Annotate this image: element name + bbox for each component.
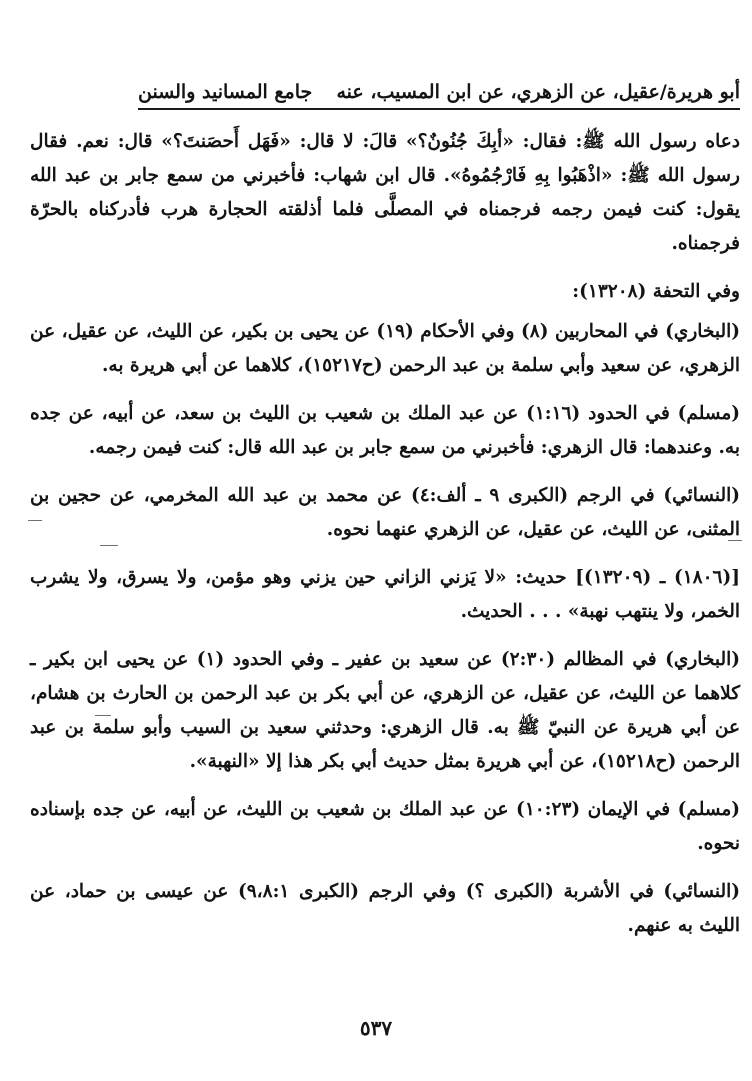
paragraph: دعاه رسول الله ﷺ: فقال: «أبِكَ جُنُونٌ؟» قالَ: لا قال: «فَهَل أَحصَنتَ؟» قال: نعم. فقال رسول الله ﷺ: «اذْهَبُوا بِهِ فَارْجُمُوهُ». قال ابن شهاب: فأخبرني من سمع جابر بن عبد الله يقول: كنت فيمن رجمه فرجمناه في المصلَّى فلما أذلقته الحجارة هرب فأدركناه بالحرّة فرجمناه. (30, 131, 740, 254)
paragraph: وفي التحفة (١٣٢٠٨): (572, 281, 740, 302)
paragraph: (مسلم) في الإيمان (١٠:٢٣) عن عبد الملك بن شعيب بن الليث، عن أبيه، عن جده بإسناده نحوه. (30, 799, 740, 854)
header-book-title: جامع المسانيد والسنن (138, 81, 313, 103)
page-body (30, 125, 740, 957)
page-number: ٥٣٧ (359, 1016, 393, 1040)
paragraph: (البخاري) في المظالم (٢:٣٠) عن سعيد بن عفير ـ وفي الحدود (١) عن يحيى ابن بكير ـ كلاهما عن الليث، عن عقيل، عن الزهري، عن أبي بكر بن عبد الرحمن بن الحارث بن هشام، عن أبي هريرة عن النبيّ ﷺ به. قال الزهري: وحدثني سعيد بن السيب وأبو سلمة بن عبد الرحمن (ح١٥٢١٨)، عن أبي هريرة بمثل حديث أبي بكر هذا إلا «النهبة». (30, 649, 740, 772)
header-rule (138, 108, 740, 110)
header-chapter-title: أبو هريرة/عقيل، عن الزهري، عن ابن المسيب، عنه (336, 81, 740, 103)
scan-mark (95, 715, 111, 716)
scan-mark (100, 545, 118, 546)
paragraph: (النسائي) في الرجم (الكبرى ٩ ـ ألف:٤) عن محمد بن عبد الله المخرمي، عن حجين بن المثنى، عن الليث، عن عقيل، عن الزهري عنهما نحوه. (30, 485, 740, 540)
running-header (138, 68, 740, 104)
scan-mark (728, 540, 742, 541)
scan-mark (28, 520, 42, 521)
paragraph: [(١٨٠٦) ـ (١٣٢٠٩)] حديث: «لا يَزني الزاني حين يزني وهو مؤمن، ولا يسرق، ولا يشرب الخمر، ولا ينتهب نهبة» . . . الحديث. (30, 567, 740, 622)
paragraph: (مسلم) في الحدود (١:١٦) عن عبد الملك بن شعيب بن الليث بن سعد، عن أبيه، عن جده به. وعندهما: قال الزهري: فأخبرني من سمع جابر بن عبد الله قال: كنت فيمن رجمه. (30, 403, 741, 458)
paragraph: (النسائي) في الأشربة (الكبرى ؟) وفي الرجم (الكبرى ٩،٨:١) عن عيسى بن حماد، عن الليث به عنهم. (30, 881, 740, 936)
paragraph: (البخاري) في المحاربين (٨) وفي الأحكام (١٩) عن يحيى بن بكير، عن الليث، عن عقيل، عن الزهري، عن سعيد وأبي سلمة بن عبد الرحمن (ح١٥٢١٧)، كلاهما عن أبي هريرة به. (30, 321, 740, 376)
